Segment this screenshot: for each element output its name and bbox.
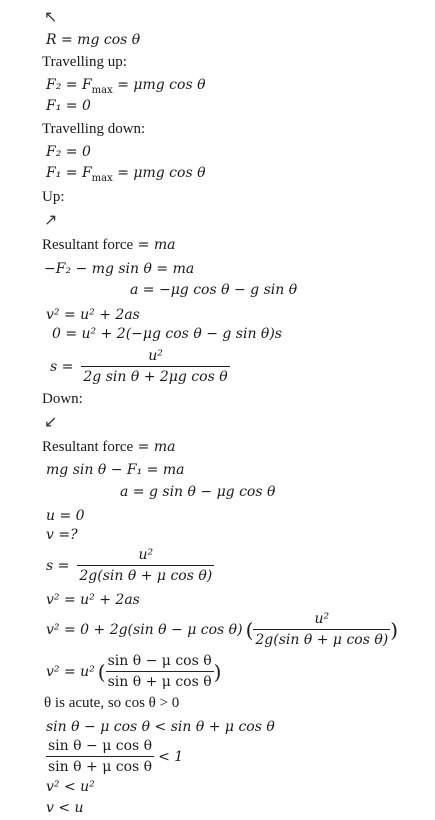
down-s-eq (46, 546, 214, 585)
down-eq4 (46, 610, 398, 649)
arrow-down-left-icon: ↙ (44, 412, 58, 431)
max-subscript: max (91, 172, 113, 184)
resultant-label: Resultant force (42, 237, 134, 253)
eq4-lhs: v² = 0 + 2g(sin θ − μ cos θ) (46, 621, 243, 638)
travelling-down-f1-eq (46, 164, 206, 188)
down-eq1: mg sin θ − F₁ = ma (46, 462, 185, 478)
up-eq3: v² = u² + 2as (46, 307, 140, 323)
max-subscript: max (91, 84, 113, 96)
down-ineq3: v² < u² (46, 779, 95, 795)
arrow-up-right-icon: ↗ (44, 210, 58, 229)
eq5-denominator: sin θ + μ cos θ (106, 671, 214, 691)
resultant-eq: = ma (133, 439, 176, 455)
down-v-unknown: v =? (46, 527, 78, 543)
s-lhs: s = (50, 358, 74, 375)
f2-rest: = μmg cos θ (112, 77, 206, 93)
down-ineq2 (46, 737, 183, 776)
down-ineq4: v < u (46, 800, 84, 816)
s-fraction (77, 546, 214, 585)
ineq2-rhs: < 1 (158, 748, 184, 765)
arrow-up-left-icon: ↖ (44, 7, 58, 26)
travelling-down-heading: Travelling down: (42, 121, 146, 137)
travelling-down-f2-eq: F₂ = 0 (46, 144, 91, 160)
eq5-lhs: v² = u² (46, 663, 95, 680)
up-eq2: a = −μg cos θ − g sin θ (130, 282, 298, 298)
f2-label: F₂ = F (46, 77, 92, 93)
up-eq1: −F₂ − mg sin θ = ma (44, 261, 195, 277)
eq4-fraction (253, 610, 390, 649)
travelling-up-f1-eq: F₁ = 0 (46, 98, 91, 114)
up-resultant-force (42, 236, 175, 254)
left-paren: ( (97, 659, 106, 684)
f1-rest: = μmg cos θ (112, 165, 206, 181)
down-u-zero: u = 0 (46, 508, 85, 524)
right-paren: ) (213, 659, 222, 684)
travelling-up-heading: Travelling up: (42, 54, 127, 70)
eq5-numerator: sin θ − μ cos θ (107, 653, 212, 669)
f1-label: F₁ = F (46, 165, 92, 181)
up-heading: Up: (42, 189, 65, 205)
down-heading: Down: (42, 391, 83, 407)
down-ineq1: sin θ − μ cos θ < sin θ + μ cos θ (46, 719, 275, 735)
left-paren: ( (245, 617, 254, 642)
right-paren: ) (390, 617, 399, 642)
s-fraction (81, 347, 229, 386)
ineq2-fraction (46, 737, 154, 776)
down-resultant-force (42, 438, 175, 456)
s-lhs: s = (46, 557, 70, 574)
resultant-label: Resultant force (42, 439, 134, 455)
up-eq4: 0 = u² + 2(−μg cos θ − g sin θ)s (52, 326, 282, 342)
down-eq5 (46, 652, 221, 691)
eq5-fraction (106, 652, 214, 691)
acute-statement: θ is acute, so cos θ > 0 (44, 695, 180, 711)
up-s-eq (50, 347, 230, 386)
eq4-denominator: 2g(sin θ + μ cos θ) (253, 629, 390, 649)
s-denominator: 2g(sin θ + μ cos θ) (77, 565, 214, 585)
eq4-numerator: u² (314, 611, 330, 627)
down-eq3: v² = u² + 2as (46, 592, 140, 608)
s-numerator: u² (138, 547, 154, 563)
s-numerator: u² (148, 348, 163, 364)
resultant-eq: = ma (133, 237, 176, 253)
normal-reaction-eq: R = mg cos θ (46, 32, 141, 48)
ineq2-numerator: sin θ − μ cos θ (48, 738, 153, 754)
down-eq2: a = g sin θ − μg cos θ (120, 484, 276, 500)
s-denominator: 2g sin θ + 2μg cos θ (81, 366, 229, 386)
ineq2-denominator: sin θ + μ cos θ (46, 756, 154, 776)
